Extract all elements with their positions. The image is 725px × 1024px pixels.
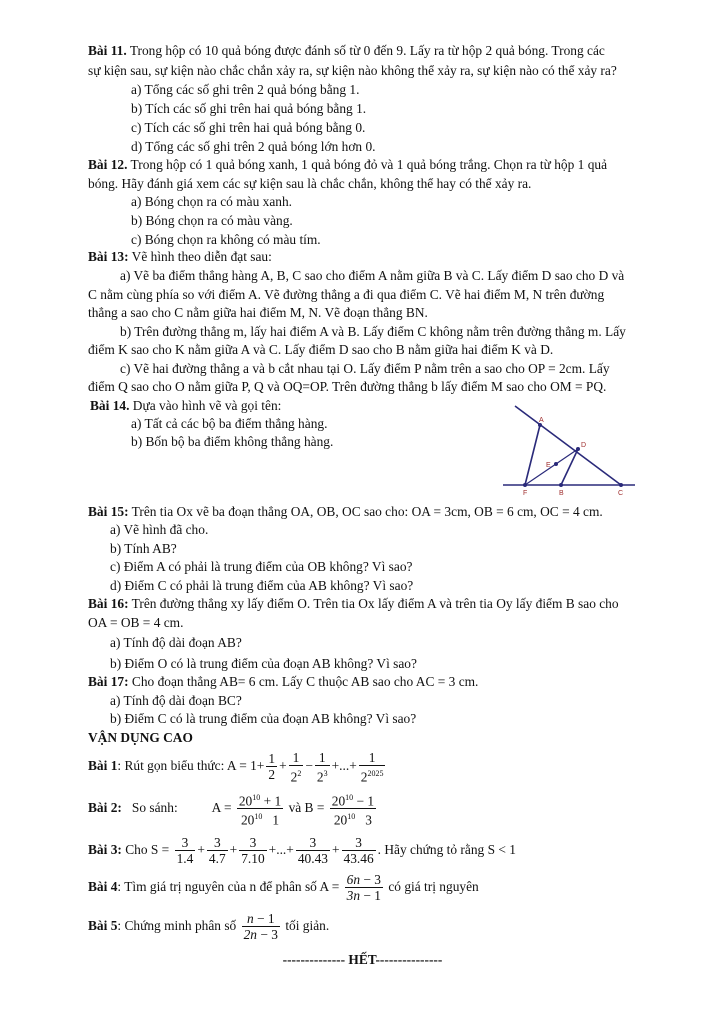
b14-item-b: b) Bốn bộ ba điểm không thẳng hàng. <box>131 434 334 449</box>
b13-intro-text: Vẽ hình theo diễn đạt sau: <box>131 249 272 264</box>
b16-item-b: b) Điểm O có là trung điểm của đoạn AB không? Vì sao? <box>110 656 417 671</box>
vd-b1-text: : Rút gọn biểu thức: A = 1+ <box>117 758 265 773</box>
vd-b2-and: và B = <box>288 800 325 816</box>
b13-line-5: c) Vẽ hai đường thẳng a và b cắt nhau tại O. Lấy điểm P nằm trên a sao cho OP = 2cm. Lấy <box>120 361 610 376</box>
point-b <box>559 483 563 487</box>
b11-text1: Trong hộp có 10 quả bóng được đánh số từ 0 đến 9. Lấy ra từ hộp 2 quả bóng. Trong các <box>129 43 605 58</box>
vd-b3-title: Bài 3: <box>88 842 122 857</box>
frac-6n-3n: $\frac{6n - 3}{3n - 1}$ <box>346 872 381 904</box>
vd-b4-text: : Tìm giá trị nguyên của n để phân số A = <box>117 879 340 894</box>
b14-title: Bài 14. <box>90 398 130 413</box>
vd-b1: Bài 1: Rút gọn biểu thức: A = 1+ $\frac{1}{2}$ + $\frac{1}{2^2}$ − $\frac{1}{2^3}$ +...+ $\frac{1}{2^{2025}}$ <box>88 749 384 785</box>
footer-end: -------------- HẾT--------------- <box>282 952 443 967</box>
b12-line2: bóng. Hãy đánh giá xem các sự kiện sau là chắc chắn, không thể hay có thể xảy ra. <box>88 176 532 191</box>
b17-intro <box>88 673 478 690</box>
label-f: F <box>523 490 528 497</box>
frac-1-2pow2025: $\frac{1}{2^{2025}}$ <box>360 749 384 785</box>
vd-b4 <box>88 869 479 905</box>
frac-1-2cube: $\frac{1}{2^3}$ <box>316 749 328 785</box>
b15-intro <box>88 503 603 520</box>
label-c: C <box>618 490 624 497</box>
b13-line-3: b) Trên đường thẳng m, lấy hai điểm A và B. Lấy điểm C không nằm trên đường thẳng m. Lấy <box>120 324 626 339</box>
vd-b3-tail: . Hãy chứng tỏ rằng S < 1 <box>377 842 516 857</box>
vd-b4-title: Bài 4 <box>88 879 118 894</box>
frac-3-47: $\frac{3}{4.7}$ <box>208 835 226 867</box>
frac-1-2sq: $\frac{1}{2^2}$ <box>290 749 302 785</box>
b15-item-a: a) Vẽ hình đã cho. <box>110 522 209 537</box>
frac-1-2: $\frac{1}{2}$ <box>268 751 276 783</box>
vd-b5-title: Bài 5 <box>88 918 118 933</box>
b12-item-b: b) Bóng chọn ra có màu vàng. <box>131 213 293 228</box>
b11-line2: sự kiện sau, sự kiện nào chắc chắn xảy ra, sự kiện nào không thể xảy ra, sự kiện nào có thể xảy ra? <box>88 63 617 78</box>
label-b: B <box>559 490 564 497</box>
vd-b5-text: : Chứng minh phân số <box>117 918 237 933</box>
b14-intro-text: Dựa vào hình vẽ và gọi tên: <box>132 398 282 413</box>
section-title: VẬN DỤNG CAO <box>88 730 193 745</box>
frac-3-4043: $\frac{3}{40.43}$ <box>297 835 328 867</box>
b15-title: Bài 15: <box>88 504 129 519</box>
vd-b2-title: Bài 2: <box>88 800 122 816</box>
b13-line-0: a) Vẽ ba điểm thẳng hàng A, B, C sao cho điểm A nằm giữa B và C. Lấy điểm D sao cho D và <box>120 268 625 283</box>
b17-intro-text: Cho đoạn thẳng AB= 6 cm. Lấy C thuộc AB sao cho AC = 3 cm. <box>131 674 479 689</box>
label-d: D <box>581 442 587 449</box>
b14-figure <box>495 400 645 500</box>
b17-item-b: b) Điểm C có là trung điểm của đoạn AB không? Vì sao? <box>110 711 417 726</box>
frac-a: $\frac{20^{10} + 1}{20^{10} 1}$ <box>237 790 283 828</box>
b14-item-a: a) Tất cả các bộ ba điểm thẳng hàng. <box>131 416 328 431</box>
b11-line1 <box>88 42 605 59</box>
frac-3-4346: $\frac{3}{43.46}$ <box>343 835 374 867</box>
b12-item-a: a) Bóng chọn ra có màu xanh. <box>131 194 293 209</box>
b14-intro <box>90 397 281 414</box>
b13-line-6: điểm Q sao cho O nằm giữa P, Q và OQ=OP. Trên đường thẳng b lấy điểm M sao cho OM = PQ. <box>88 379 607 394</box>
line-adc <box>515 406 621 485</box>
b15-item-c: c) Điểm A có phải là trung điểm của OB không? Vì sao? <box>110 559 413 574</box>
b17-item-a: a) Tính độ dài đoạn BC? <box>110 693 242 708</box>
b13-line-1: C nằm cùng phía so với điểm A. Vẽ đường thẳng a đi qua điểm C. Vẽ hai điểm M, N trên đường <box>88 287 605 302</box>
vd-b2: Bài 2: So sánh: A = $\frac{20^{10} + 1}{20^{10} 1}$ và B = $\frac{20^{10} - 1}{20^{10} 3}$ <box>88 790 378 828</box>
b13-line-4: điểm K sao cho K nằm giữa A và C. Lấy điểm D sao cho B nằm giữa hai điểm K và D. <box>88 342 554 357</box>
b16-line1 <box>88 595 619 612</box>
frac-3-14: $\frac{3}{1.4}$ <box>176 835 194 867</box>
b16-title: Bài 16: <box>88 596 129 611</box>
b13-title: Bài 13: <box>88 249 129 264</box>
label-e: E <box>546 462 551 469</box>
vd-b5 <box>88 908 329 944</box>
vd-b4-tail: có giá trị nguyên <box>388 879 479 894</box>
b11-title: Bài 11. <box>88 43 127 58</box>
b11-item-a: a) Tổng các số ghi trên 2 quả bóng bằng 1. <box>131 82 360 97</box>
b12-line1 <box>88 156 607 173</box>
label-a: A <box>539 417 544 424</box>
b12-text1: Trong hộp có 1 quả bóng xanh, 1 quả bóng đỏ và 1 quả bóng trắng. Chọn ra từ hộp 1 quả <box>130 157 608 172</box>
b11-item-c: c) Tích các số ghi trên hai quả bóng bằng 0. <box>131 120 366 135</box>
frac-3-710: $\frac{3}{7.10}$ <box>241 835 265 867</box>
b13-intro <box>88 248 272 265</box>
b11-item-b: b) Tích các số ghi trên hai quả bóng bằng 1. <box>131 101 367 116</box>
b11-item-d: d) Tổng các số ghi trên 2 quả bóng lớn hơn 0. <box>131 139 376 154</box>
vd-b3-text: Cho S = <box>125 842 170 857</box>
b16-line2: OA = OB = 4 cm. <box>88 615 184 630</box>
b17-title: Bài 17: <box>88 674 129 689</box>
vd-b1-title: Bài 1 <box>88 758 118 773</box>
vd-b3: Bài 3: Cho S = $\frac{3}{1.4}$ + $\frac{3}{4.7}$ + $\frac{3}{7.10}$ +...+ $\frac{3}{40.43}$ + $\frac{3}{43.46}$ . Hãy chứng tỏ rằng S < 1 <box>88 835 516 867</box>
b15-item-d: d) Điểm C có phải là trung điểm của AB không? Vì sao? <box>110 578 414 593</box>
b16-text1: Trên đường thẳng xy lấy điểm O. Trên tia Ox lấy điểm A và trên tia Oy lấy điểm B sao cho <box>131 596 619 611</box>
b15-intro-text: Trên tia Ox vẽ ba đoạn thẳng OA, OB, OC sao cho: OA = 3cm, OB = 6 cm, OC = 4 cm. <box>131 504 603 519</box>
frac-n1-2n3: $\frac{n - 1}{2n - 3}$ <box>243 911 278 943</box>
b12-title: Bài 12. <box>88 157 128 172</box>
b13-line-2: thẳng a sao cho C nằm giữa hai điểm M, N. Vẽ đoạn thẳng BN. <box>88 305 428 320</box>
frac-b: $\frac{20^{10} - 1}{20^{10} 3}$ <box>330 790 376 828</box>
b16-item-a: a) Tính độ dài đoạn AB? <box>110 635 242 650</box>
b12-item-c: c) Bóng chọn ra không có màu tím. <box>131 232 321 247</box>
vd-b5-tail: tối giản. <box>285 918 330 933</box>
vd-b2-text: So sánh: <box>131 800 178 816</box>
point-c <box>619 483 623 487</box>
b15-item-b: b) Tính AB? <box>110 541 177 556</box>
